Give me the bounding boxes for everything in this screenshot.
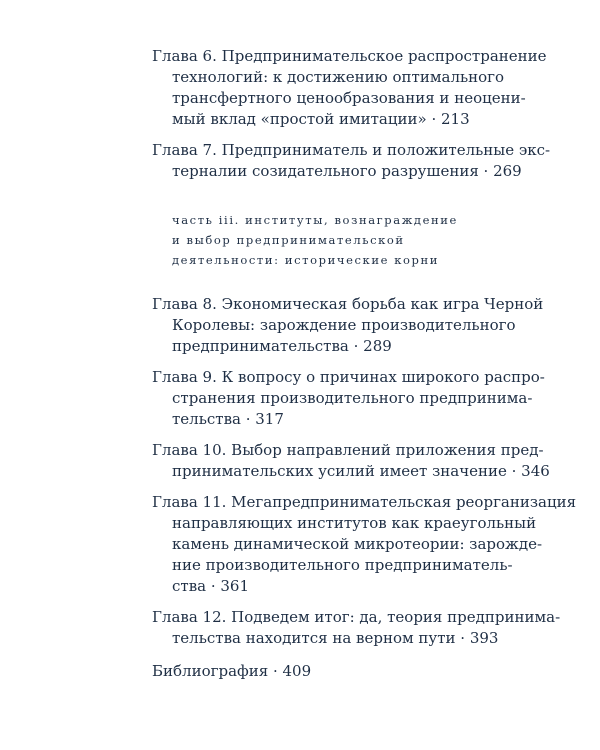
toc-line: трансфертного ценообразования и неоцени- — [172, 89, 526, 107]
toc-line: Глава 6. Предпринимательское распространение — [152, 47, 547, 65]
toc-line: терналии созидательного разрушения · 269 — [172, 162, 522, 180]
toc-line: принимательских усилий имеет значение · 346 — [172, 462, 550, 480]
toc-entry-chapter-11 — [152, 492, 577, 597]
toc-line: Глава 9. К вопросу о причинах широкого распро- — [152, 368, 545, 386]
part-heading-line: деятельности: исторические корни — [172, 253, 440, 267]
toc-line: предпринимательства · 289 — [172, 337, 392, 355]
toc-entry-chapter-10 — [152, 440, 550, 482]
toc-line: Библиография · 409 — [152, 662, 312, 680]
toc-part-heading-3 — [152, 210, 492, 270]
part-heading-line: часть iii. институты, вознаграждение — [172, 213, 458, 227]
toc-entry-chapter-8 — [152, 294, 544, 357]
toc-line: Глава 12. Подведем итог: да, теория предпринима- — [152, 608, 561, 626]
toc-entry-chapter-12 — [152, 607, 561, 649]
toc-line: направляющих институтов как краеугольный — [172, 514, 537, 532]
part-heading-line: и выбор предпринимательской — [172, 233, 405, 247]
toc-entry-bibliography — [152, 661, 492, 682]
toc-line: камень динамической микротеории: зарожде- — [172, 535, 543, 553]
toc-line: тельства · 317 — [172, 410, 284, 428]
table-of-contents — [152, 46, 577, 692]
toc-line: Глава 11. Мегапредпринимательская реорганизация — [152, 493, 577, 511]
toc-line: странения производительного предпринима- — [172, 389, 533, 407]
toc-line: тельства находится на верном пути · 393 — [172, 629, 499, 647]
toc-line: ства · 361 — [172, 577, 250, 595]
toc-entry-chapter-6 — [152, 46, 547, 130]
toc-line: Глава 7. Предприниматель и положительные экс- — [152, 141, 551, 159]
toc-line: технологий: к достижению оптимального — [172, 68, 505, 86]
toc-line: Глава 8. Экономическая борьба как игра Черной — [152, 295, 544, 313]
toc-line: мый вклад «простой имитации» · 213 — [172, 110, 470, 128]
toc-line: Королевы: зарождение производительного — [172, 316, 516, 334]
toc-line: Глава 10. Выбор направлений приложения пред- — [152, 441, 544, 459]
toc-line: ние производительного предприниматель- — [172, 556, 513, 574]
toc-entry-chapter-9 — [152, 367, 545, 430]
toc-entry-chapter-7 — [152, 140, 551, 182]
